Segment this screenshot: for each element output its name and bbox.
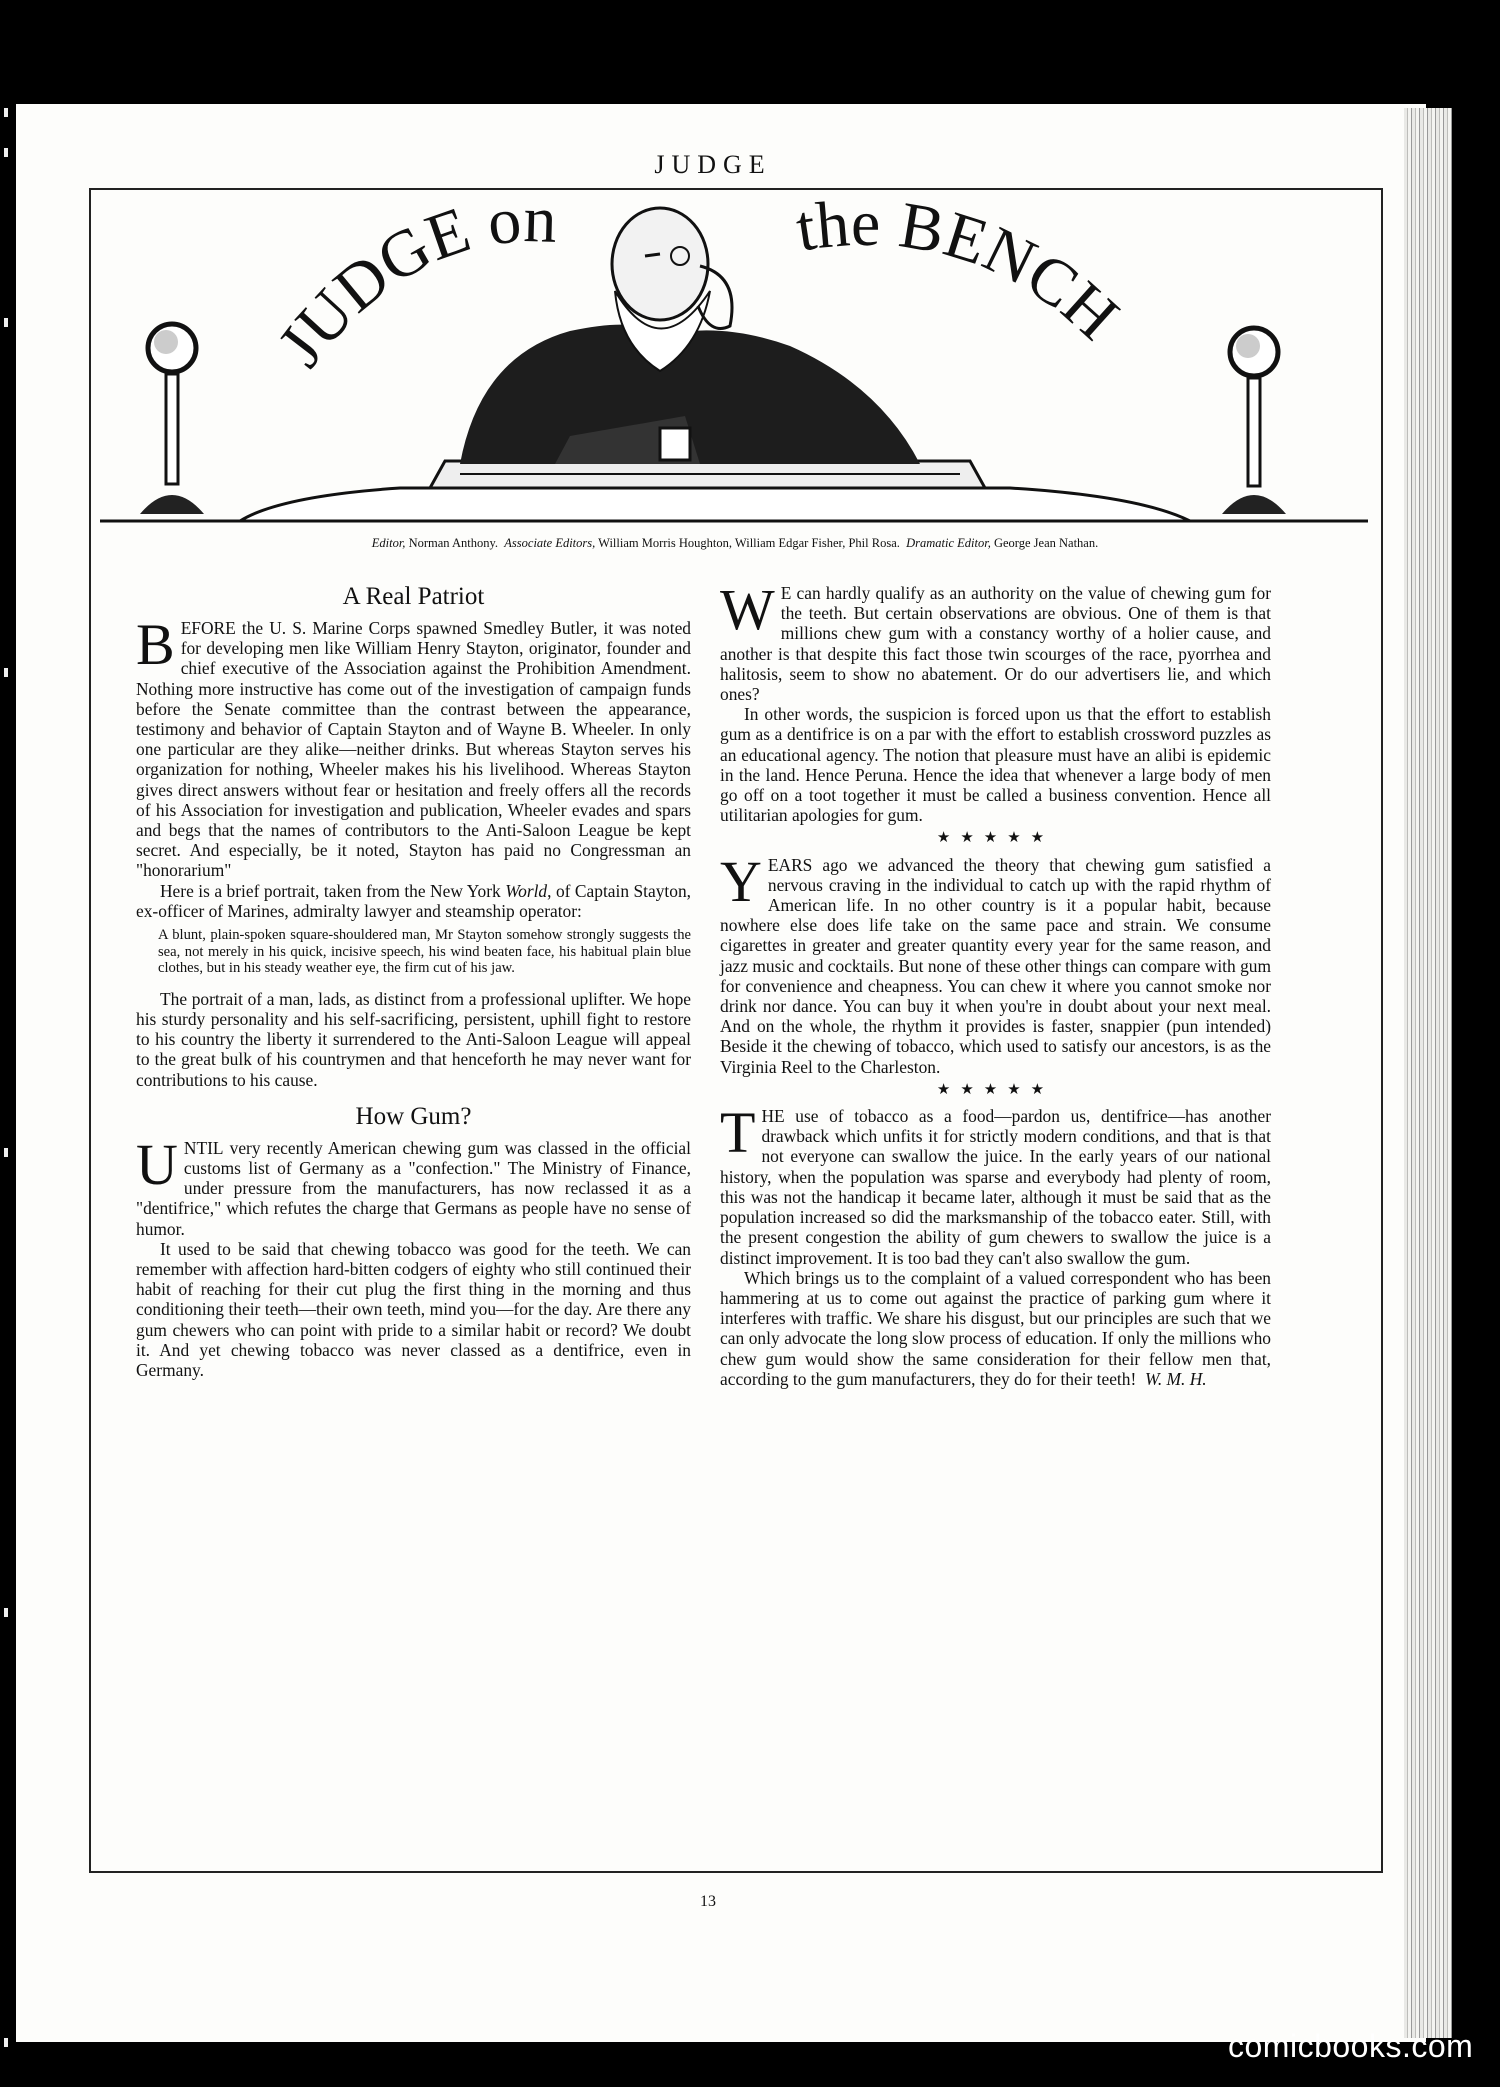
drop-cap: T [720, 1100, 756, 1166]
bench [100, 461, 1368, 521]
paragraph: W E can hardly qualify as an authority on the value of chewing gum for the teeth. But certain observations are obvious. One of them is that millions chew gum with a constancy worthy of a holier cause, and another is that despite this fact those twin scourges of the race, pyorrhea and halitosis, seem to show no abatement. Or do our advertisers lie, and which ones? [720, 577, 1271, 705]
paragraph: YEARS ago we advanced the theory that chewing gum satisfied a nervous craving in the individual to catch up with the rapid rhythm of American life. In no other country is it a popular habit, because nowhere else does life take on the same pace and strain. We consume cigarettes in greater and greater quantity every year for the same reason, and jazz music and cocktails. But none of these other things can compare with gum for convenience and cheapness. You can chew it where you cannot smoke nor drink nor dance. You can buy it when you're in doubt about your next meal. And on the whole, the rhythm it provides is faster, snappier (pun intended) Beside it the chewing of tobacco, which used to satisfy our ancestors, is as the Virginia Reel to the Charleston. [720, 848, 1271, 1077]
block-quote: A blunt, plain-spoken square-shouldered man, Mr Stayton somehow strongly suggests the sea, not merely in his quick, incisive speech, his wind beaten face, his habitual plain blue clothes, but in his steady weather eye, the firm cut of his jaw. [158, 927, 691, 977]
left-column [136, 582, 691, 1380]
signature: W. M. H. [1144, 1368, 1207, 1389]
lamp-right-icon [1222, 328, 1286, 514]
paragraph: THE use of tobacco as a food—pardon us, dentifrice—has another drawback which unfits it for strictly modern conditions, and that is that not everyone can swallow the juice. In the early years of our national history, when the population was sparse and everybody had plenty of room, this was not the handicap it became later, although it must be said that as the population increased so did the marksmanship of the tobacco eater. Still, with the present congestion the ability of gum chewers to swallow the juice is a distinct improvement. It is too bad they can't also swallow the gum. [720, 1100, 1271, 1268]
section-divider-stars: ★★★★★ [936, 830, 1055, 847]
watermark: comicbooks.com [1228, 2028, 1474, 2064]
page-edges [1404, 108, 1452, 2038]
drop-cap: W [720, 577, 775, 642]
heading-a-real-patriot: A Real Patriot [342, 583, 485, 610]
banner-title-right: the BENCH [791, 196, 1133, 354]
page-number: 13 [700, 1893, 716, 1910]
paragraph: BEFORE the U. S. Marine Corps spawned Smedley Butler, it was noted for developing men like William Henry Stayton, originator, founder and chief executive of the Association against the Prohibition Amendment. Nothing more instructive has come out of the investigation of campaign funds before the Senate committee than the contrast between the appearance, testimony and behavior of Captain Stayton and of Wayne B. Wheeler. In only one particular are they alike—neither drinks. But whereas Stayton serves his organization for nothing, Wheeler makes his his livelihood. Whereas Stayton gives direct answers without fear or hesitation and freely offers all the records of his Association for investigation and publication, Wheeler evades and spars and begs that the names of contributors to the Anti-Saloon League be kept secret. And especially, be it noted, Stayton has paid no Congressman an "honorarium" [136, 612, 691, 881]
paragraph: The portrait of a man, lads, as distinct from a professional uplifter. We hope his sturdy personality and his self-sacrificing, persistent, uphill fight to restore to his country the liberty it surrendered to the Anti-Saloon League will appeal to the great bulk of his countrymen and that henceforth he may never want for contributions to his cause. [136, 988, 691, 1090]
judge-on-the-bench-banner [100, 196, 1368, 536]
right-column [720, 577, 1271, 1389]
paragraph: It used to be said that chewing tobacco was good for the teeth. We can remember with affection hard-bitten codgers of eighty who still continued their habit of reaching for their cut plug the first thing in the morning and thus conditioning their teeth—their own teeth, mind you—for the day. Are there any gum chewers who can point with pride to a similar habit or record? We doubt it. And yet chewing tobacco was never classed as a dentifrice, even in Germany. [136, 1238, 691, 1381]
paragraph: UNTIL very recently American chewing gum was classed in the official customs list of Germany as a "confection." The Ministry of Finance, under pressure from the manufacturers, has now reclassed it as a "dentifrice," which refutes the charge that Germans as people have no sense of humor. [136, 1131, 691, 1239]
editorial-credits: Editor, Norman Anthony. Associate Editors, William Morris Houghton, William Edgar Fisher, Phil Rosa. Dramatic Editor, George Jean Nathan. [371, 536, 1099, 550]
lamp-left-icon [140, 324, 204, 514]
masthead: JUDGE [654, 150, 772, 179]
banner-title-left: JUDGE on [263, 196, 558, 380]
heading-how-gum: How Gum? [355, 1102, 472, 1130]
paragraph: In other words, the suspicion is forced upon us that the effort to establish gum as a dentifrice is on a par with the effort to establish crossword puzzles as an educational agency. The notion that pleasure must have an alibi is epidemic in the land. Hence Peruna. Hence the idea that whenever a large body of men go off on a toot together it must be called a business convention. Hence all utilitarian apologies for gum. [720, 704, 1271, 826]
drop-cap: B [136, 612, 175, 677]
drop-cap: Y [720, 848, 762, 914]
section-divider-stars: ★★★★★ [936, 1081, 1055, 1098]
spine-binding [0, 108, 12, 2048]
drop-cap: U [136, 1131, 178, 1197]
paragraph: Which brings us to the complaint of a valued correspondent who has been hammering at us to come out against the practice of parking gum where it interferes with traffic. We share his disgust, but our principles are such that we can only advocate the long slow process of education. If only the millions who chew gum would show the same consideration for their fellow men that, according to the gum manufacturers, they do for their teeth! W. M. H. [720, 1267, 1271, 1389]
paragraph: Here is a brief portrait, taken from the New York World, of Captain Stayton, ex-officer of Marines, admiralty lawyer and steamship operator: [136, 880, 691, 921]
